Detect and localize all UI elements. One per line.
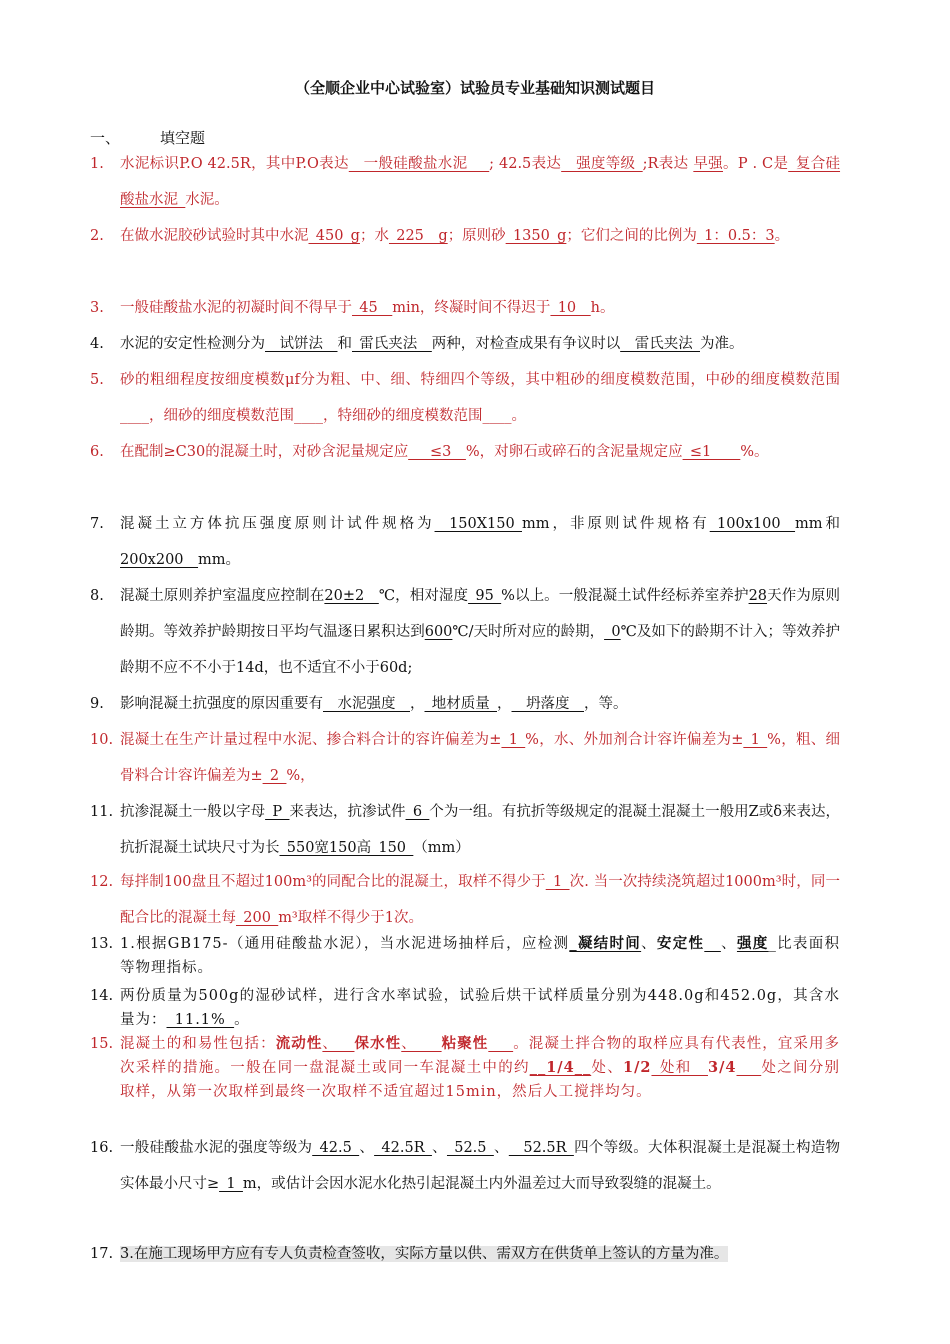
answer-blank: __150X150_ — [434, 516, 522, 532]
question-fragment: ℃/天时所对应的龄期， — [452, 624, 605, 640]
answer-blank: _95_ — [468, 588, 502, 604]
question-fragment: 粘聚性 — [441, 1035, 489, 1052]
question-fragment: %，水、外加剂合计容许偏差为± — [525, 732, 744, 748]
answer-blank: _450_g — [308, 228, 360, 244]
answer-blank: 、___ — [401, 1036, 442, 1052]
question-text — [120, 794, 840, 866]
answer-blank: _凝结时间 — [569, 935, 642, 952]
question-fragment: 影响混凝土抗强度的原因重要有 — [120, 696, 323, 712]
answer-blank: _1350_g — [505, 228, 567, 244]
question-fragment: m³取样不得少于1次。 — [278, 910, 423, 926]
question-number: 1. — [90, 156, 104, 172]
answer-blank: __试饼法__ — [265, 336, 338, 352]
question-fragment: 处之间分别取样，从第一次取样到最终一次取样不适宜超过15min，然后人工搅拌均匀。 — [120, 1060, 841, 1100]
document-title: （全顺企业中心试验室）试验员专业基础知识测试题目 — [294, 79, 655, 97]
question-fragment: 安定性 — [656, 935, 705, 952]
answer-blank: __一般硅酸盐水泥___ — [348, 156, 490, 172]
answer-blank: __水泥强度__ — [323, 696, 410, 712]
question-text — [120, 722, 840, 794]
question-fragment: ℃，相对湿度 — [378, 588, 469, 604]
section-title: 填空题 — [160, 129, 206, 147]
answer-blank: _225__g — [388, 228, 448, 244]
question-fragment: %， — [286, 768, 315, 784]
question-text — [120, 290, 840, 326]
question-text — [120, 864, 840, 936]
answer-blank: 早强 — [693, 156, 723, 172]
question-fragment: %，粗、细骨料合计容许偏差为± — [120, 732, 841, 784]
answer-blank: _0 — [604, 624, 621, 640]
question-fragment: 和 — [337, 336, 352, 352]
question-text — [120, 1130, 840, 1202]
question-fragment: 1.根据GB175-（通用硅酸盐水泥），当水泥进场抽样后，应检测 — [120, 936, 570, 952]
answer-blank: __坍落度__ — [511, 696, 584, 712]
answer-blank: 、__ — [322, 1036, 355, 1052]
answer-blank: _45__ — [352, 300, 393, 316]
question-number: 16. — [90, 1140, 114, 1156]
answer-blank: ___ — [736, 1060, 762, 1076]
answer-blank: _≤1____ — [682, 444, 741, 460]
question-fragment: 水泥标识P.O 42.5R，其中P.O表达 — [120, 156, 349, 172]
question-fragment: 个为一组。有抗折等级规定的混凝土混凝土一般用Z或δ来表达，抗折混凝土试块尺寸为长 — [120, 804, 841, 856]
answer-blank: _2_ — [262, 768, 287, 784]
question-fragment: （mm） — [413, 840, 470, 856]
question-fragment: 1/2 — [622, 1059, 652, 1076]
question-fragment: ；原则砂 — [447, 228, 506, 244]
answer-blank: 强度 — [736, 935, 769, 952]
question-fragment: 、 — [720, 936, 737, 952]
question-fragment: 水泥的安定性检测分为 — [120, 336, 265, 352]
answer-blank: _1_ — [545, 874, 570, 890]
answer-blank: _10__ — [550, 300, 591, 316]
question-fragment: 。 — [774, 228, 790, 244]
question-fragment: %以上。一般混凝土试件经标养室养护 — [501, 588, 749, 604]
question-text — [120, 686, 840, 722]
question-number: 10. — [90, 732, 114, 748]
question-fragment: 混凝土在生产计量过程中水泥、掺合料合计的容许偏差为± — [120, 732, 502, 748]
question-fragment: 、 — [431, 1140, 447, 1156]
answer-blank: __52.5R_ — [508, 1140, 574, 1156]
question-number: 6. — [90, 444, 104, 460]
answer-blank: _100x100__ — [709, 516, 796, 532]
question-fragment: 一般硅酸盐水泥的强度等级为 — [120, 1140, 313, 1156]
question-fragment: 为准。 — [700, 336, 744, 352]
question-fragment: 来表达，抗渗试件 — [289, 804, 406, 820]
question-fragment: 混凝土原则养护室温度应控制在 — [120, 588, 325, 604]
answer-blank: _1_ — [501, 732, 526, 748]
section-number: 一、 — [90, 129, 121, 147]
question-fragment: ， — [410, 696, 425, 712]
question-fragment: mm。 — [198, 552, 241, 568]
question-fragment: 一般硅酸盐水泥的初凝时间不得早于 — [120, 300, 352, 316]
answer-blank: _处和__ — [651, 1060, 708, 1076]
question-fragment: 两份质量为500g的湿砂试样，进行含水率试验，试验后烘干试样质量分别为448.0g和452.0g，其含水量为： — [120, 988, 840, 1028]
answer-blank: __ — [704, 936, 721, 952]
question-text — [120, 578, 840, 686]
answer-blank: _42.5_ — [312, 1140, 360, 1156]
answer-blank: _P_ — [265, 804, 290, 820]
question-text — [120, 506, 840, 578]
question-fragment: 混凝土的和易性包括： — [120, 1036, 276, 1052]
question-number: 15. — [90, 1036, 114, 1052]
question-fragment: 水泥。 — [185, 192, 229, 208]
question-fragment: %，对卵石或碎石的含泥量规定应 — [465, 444, 683, 460]
answer-blank: _200_ — [236, 910, 279, 926]
question-fragment: ， — [497, 696, 512, 712]
answer-blank: ___ — [488, 1036, 514, 1052]
question-fragment: 、 — [641, 936, 657, 952]
question-fragment: 每拌制100盘且不超过100m³的同配合比的混凝土，取样不得少于 — [120, 874, 546, 890]
question-number: 3. — [90, 300, 104, 316]
answer-blank: _1_ — [743, 732, 768, 748]
question-fragment: 流动性 — [275, 1035, 323, 1052]
question-fragment: 3/4 — [708, 1059, 737, 1076]
question-fragment: 次. 当一次持续浇筑超过1000m³时，同一配合比的混凝土每 — [120, 874, 840, 926]
question-fragment: 天作为原则龄期。等效养护龄期按日平均气温逐日累积达到 — [120, 588, 841, 640]
question-fragment: ℃及如下的龄期不计入；等效养护龄期不应不不小于14d，也不适宜不小于60d; — [120, 624, 840, 676]
question-fragment: 处、 — [591, 1060, 623, 1076]
answer-blank: _11.1%_ — [166, 1012, 235, 1028]
question-number: 4. — [90, 336, 104, 352]
question-fragment: 混凝土立方体抗压强度原则计试件规格为 — [120, 516, 435, 532]
question-number: 9. — [90, 696, 104, 712]
question-fragment: 抗渗混凝土一般以字母 — [120, 804, 266, 820]
question-fragment: 在配制≥C30的混凝土时，对砂含泥量规定应 — [120, 444, 409, 460]
answer-blank: 200x200__ — [120, 552, 199, 568]
question-number: 14. — [90, 988, 114, 1004]
question-fragment: mm和 — [795, 516, 841, 532]
question-fragment: 在做水泥胶砂试验时其中水泥 — [120, 228, 309, 244]
question-number: 8. — [90, 588, 104, 604]
question-fragment: ；水 — [359, 228, 389, 244]
question-fragment: 砂的粗细程度按细度模数μf分为粗、中、细、特细四个等级，其中粗砂的细度模数范围，中砂的细度模数范围____，细砂的细度模数范围____，特细砂的细度模数范围____。 — [120, 372, 840, 424]
answer-blank: ___≤3__ — [408, 444, 466, 460]
section-heading — [90, 127, 205, 148]
question-text — [120, 218, 840, 254]
question-text — [120, 932, 840, 980]
question-text — [120, 146, 840, 218]
answer-blank: _52.5_ — [446, 1140, 494, 1156]
answer-blank: __雷氏夹法_ — [620, 336, 700, 352]
answer-blank: 600 — [424, 624, 453, 640]
question-fragment: 、 — [493, 1140, 509, 1156]
question-text — [120, 1032, 840, 1104]
question-fragment: ，等。 — [584, 696, 628, 712]
question-fragment: _比表面积等物理指标。 — [120, 936, 841, 976]
answer-blank: 20±2__ — [324, 588, 379, 604]
answer-blank: _雷氏夹法__ — [352, 336, 432, 352]
answer-blank: _1_ — [219, 1176, 243, 1192]
question-fragment: h。 — [590, 300, 615, 316]
question-number: 7. — [90, 516, 104, 532]
answer-blank: 28 — [748, 588, 768, 604]
question-fragment: ; 42.5表达 — [489, 156, 562, 172]
question-fragment: 两种，对检查成果有争议时以 — [431, 336, 621, 352]
question-fragment: 。P . C是 — [723, 156, 789, 172]
question-text — [120, 984, 840, 1032]
answer-blank: _1：0.5：3 — [696, 228, 775, 244]
answer-blank: _550宽150高_150_ — [279, 840, 414, 856]
answer-blank: _42.5R_ — [374, 1140, 432, 1156]
question-text — [120, 326, 840, 362]
question-fragment: ;R表达 — [642, 156, 694, 172]
question-fragment: 、 — [359, 1140, 375, 1156]
question-fragment: 四个等级。大体积混凝土是混凝土构造物实体最小尺寸≥ — [120, 1140, 841, 1192]
question-text — [120, 362, 840, 434]
question-fragment: min，终凝时间不得迟于 — [392, 300, 551, 316]
question-number: 12. — [90, 874, 114, 890]
question-number: 2. — [90, 228, 104, 244]
question-fragment: 。混凝土拌合物的取样应具有代表性，宜采用多次采样的措施。一般在同一盘混凝土或同一车混凝土中的约 — [120, 1036, 841, 1076]
question-number: 17. — [90, 1246, 114, 1262]
question-fragment: 保水性 — [354, 1035, 402, 1052]
question-fragment: 3.在施工现场甲方应有专人负责检查签收，实际方量以供、需双方在供货单上签认的方量为准。 — [120, 1246, 729, 1262]
question-fragment: ；它们之间的比例为 — [566, 228, 697, 244]
question-number: 5. — [90, 372, 104, 388]
question-fragment: 。 — [234, 1012, 250, 1028]
question-text — [120, 434, 840, 470]
answer-blank: _复合硅酸盐水泥_ — [120, 156, 841, 208]
answer-blank: __强度等级_ — [561, 156, 643, 172]
question-text — [120, 1236, 840, 1272]
answer-blank: _6_ — [405, 804, 430, 820]
question-fragment: %。 — [740, 444, 769, 460]
question-number: 11. — [90, 804, 114, 820]
question-fragment: m，或估计会因水泥水化热引起混凝土内外温差过大而导致裂缝的混凝土。 — [242, 1176, 721, 1192]
question-number: 13. — [90, 936, 114, 952]
question-fragment: mm，非原则试件规格有 — [522, 516, 710, 532]
answer-blank: _地材质量_ — [424, 696, 497, 712]
answer-blank: __1/4__ — [529, 1059, 592, 1076]
